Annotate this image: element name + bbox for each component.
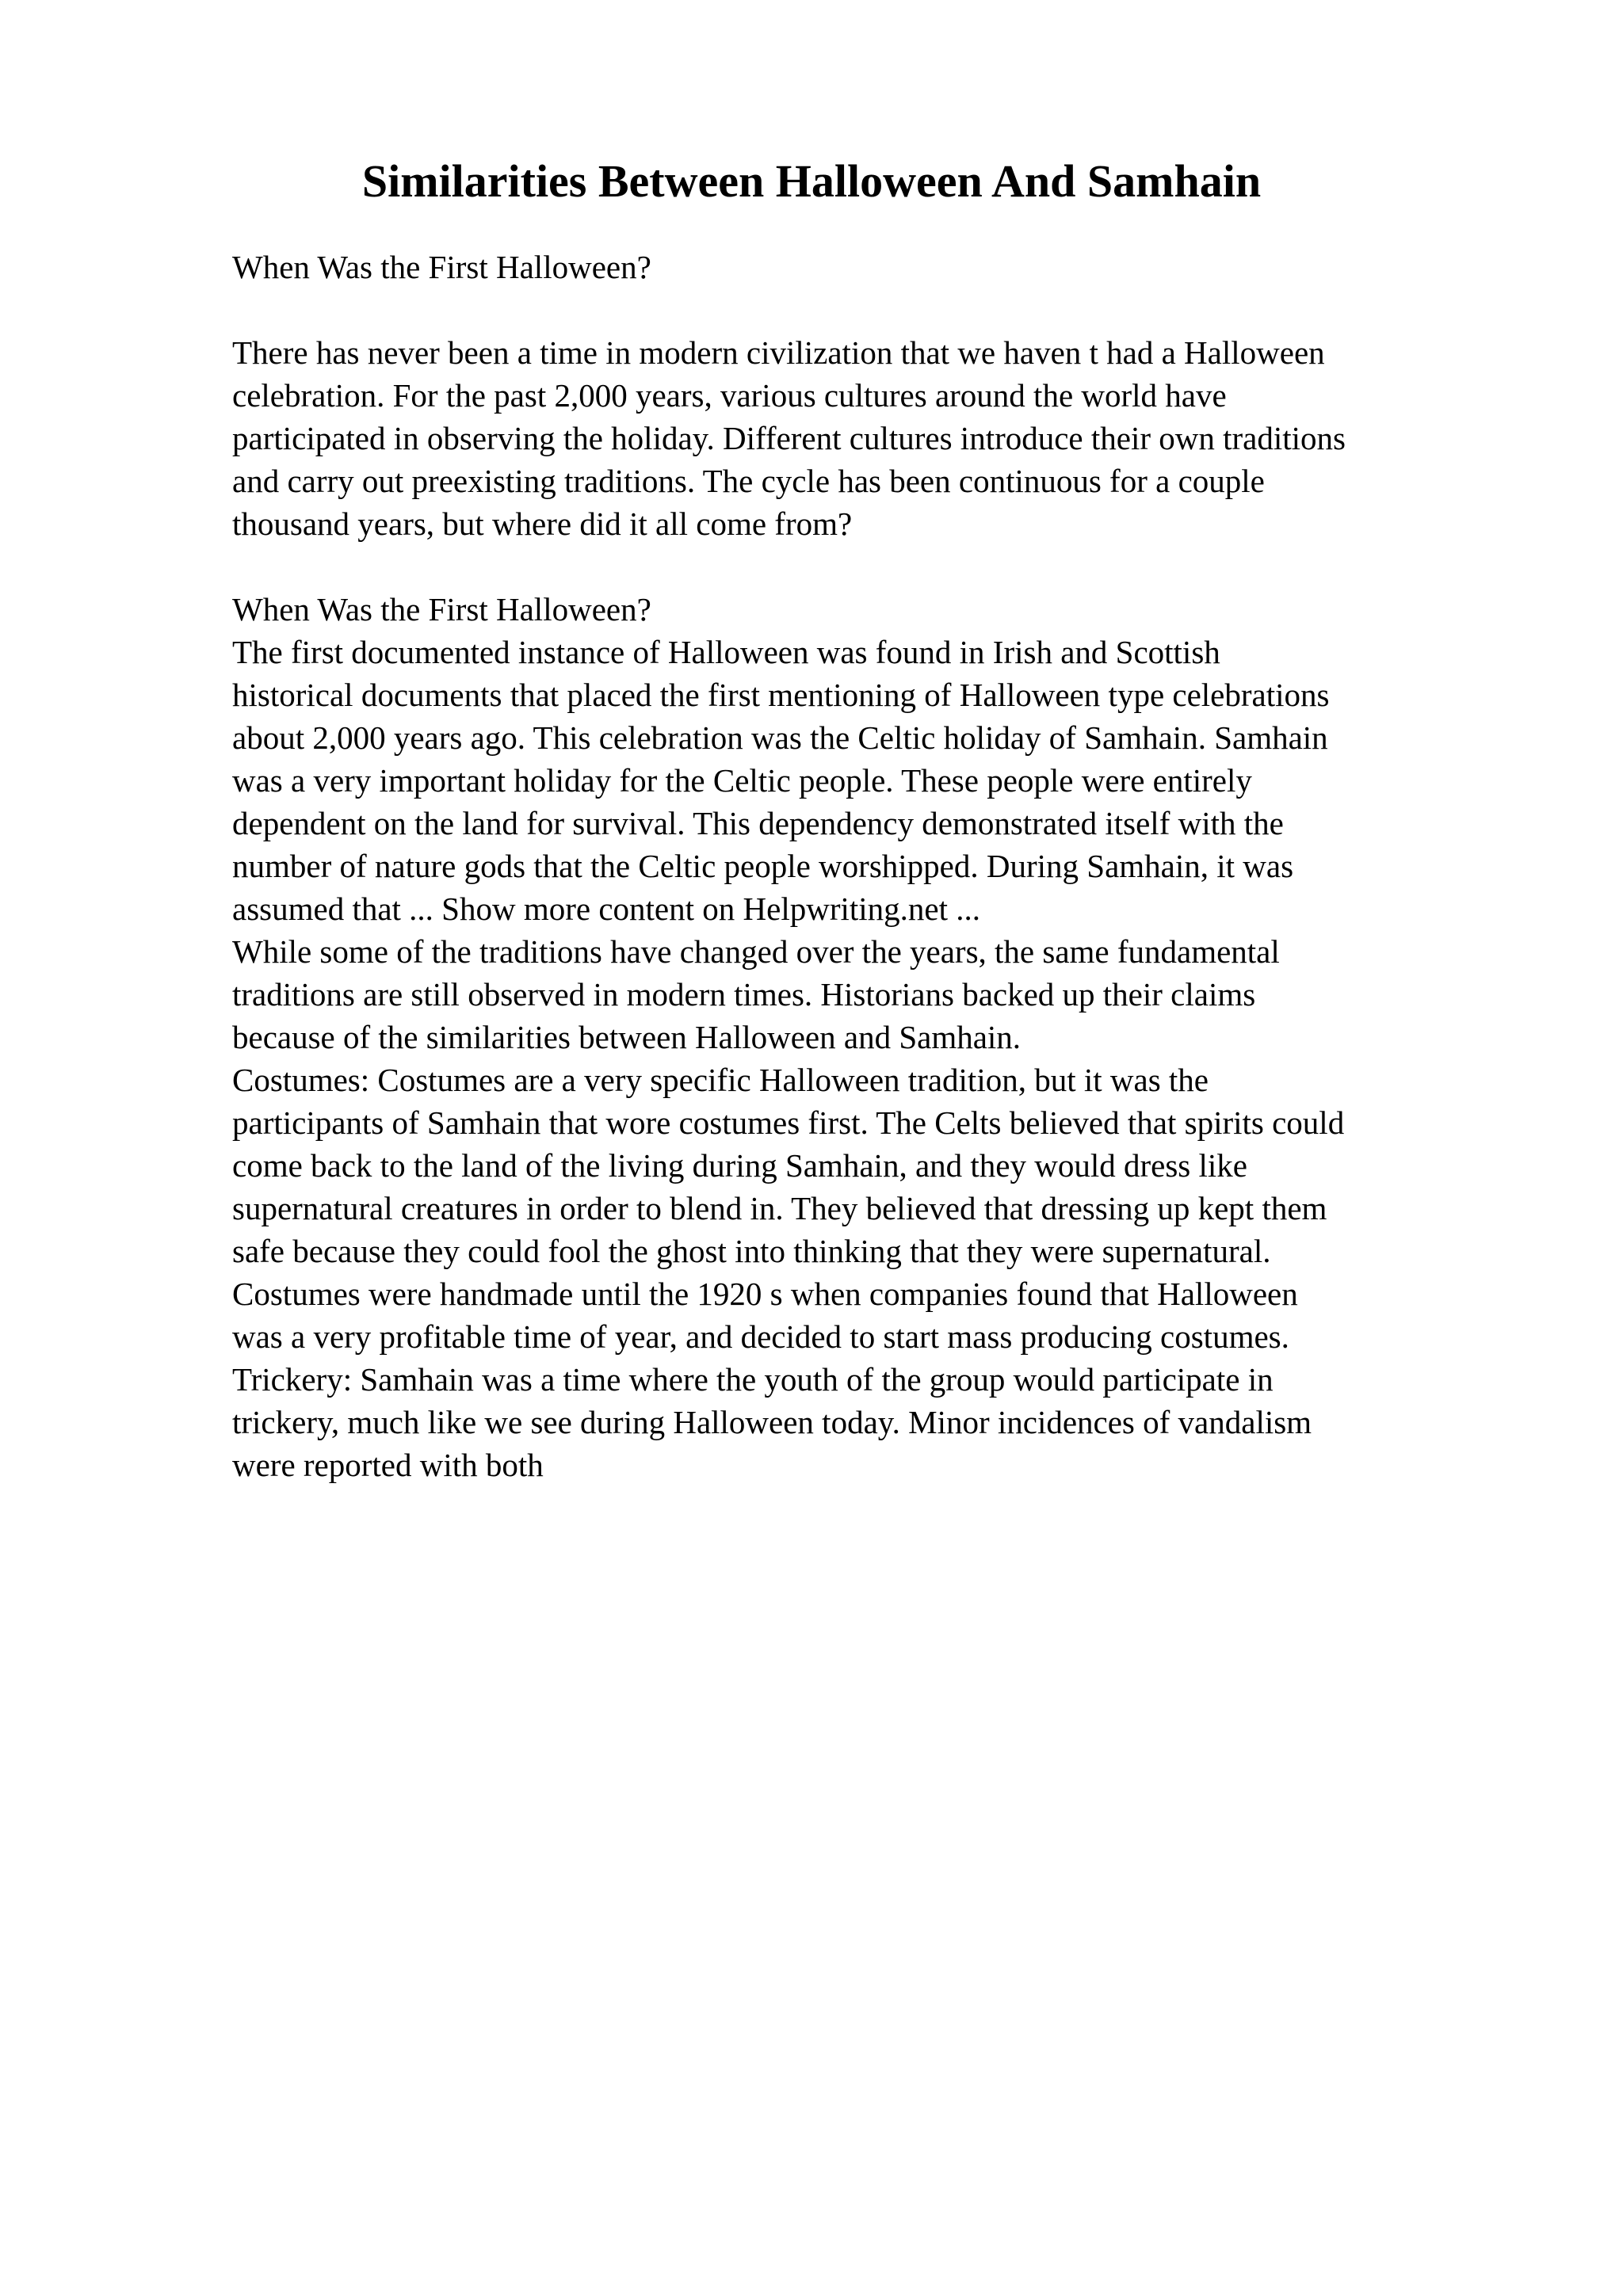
text-line: thousand years, but where did it all come from? xyxy=(232,505,853,542)
text-line: number of nature gods that the Celtic people worshipped. During Samhain, it was xyxy=(232,848,1294,884)
text-line: Costumes: Costumes are a very specific Halloween tradition, but it was the xyxy=(232,1062,1209,1098)
text-line: because of the similarities between Halloween and Samhain. xyxy=(232,1019,1022,1055)
text-line: historical documents that placed the first mentioning of Halloween type celebrations xyxy=(232,677,1330,713)
paragraph xyxy=(232,1058,1532,1358)
text-line: While some of the traditions have changed over the years, the same fundamental xyxy=(232,933,1280,970)
text-line: Costumes were handmade until the 1920 s when companies found that Halloween xyxy=(232,1276,1298,1312)
text-line: assumed that ... Show more content on Helpwriting.net ... xyxy=(232,891,980,927)
text-line: was a very important holiday for the Celtic people. These people were entirely xyxy=(232,762,1252,799)
text-line: come back to the land of the living during Samhain, and they would dress like xyxy=(232,1147,1247,1184)
text-line: Trickery: Samhain was a time where the youth of the group would participate in xyxy=(232,1361,1274,1398)
text-line: and carry out preexisting traditions. The cycle has been continuous for a couple xyxy=(232,463,1265,499)
section-heading: When Was the First Halloween? xyxy=(232,249,651,285)
text-line: celebration. For the past 2,000 years, various cultures around the world have xyxy=(232,377,1227,414)
text-line: supernatural creatures in order to blend in. They believed that dressing up kept them xyxy=(232,1190,1327,1226)
paragraph xyxy=(232,331,1532,545)
text-line: The first documented instance of Halloween was found in Irish and Scottish xyxy=(232,634,1220,670)
text-line: participated in observing the holiday. Different cultures introduce their own traditions xyxy=(232,420,1346,456)
paragraph xyxy=(232,1358,1532,1486)
paragraph xyxy=(232,930,1532,1058)
paragraph xyxy=(232,631,1532,930)
text-line: safe because they could fool the ghost into thinking that they were supernatural. xyxy=(232,1233,1271,1269)
text-line: dependent on the land for survival. This dependency demonstrated itself with the xyxy=(232,805,1284,841)
paragraph-spacer xyxy=(232,545,1532,588)
section-heading: When Was the First Halloween? xyxy=(232,591,651,627)
text-line: participants of Samhain that wore costumes first. The Celts believed that spirits could xyxy=(232,1104,1345,1141)
page-title: Similarities Between Halloween And Samhain xyxy=(361,155,1262,207)
text-line: There has never been a time in modern civilization that we haven t had a Halloween xyxy=(232,334,1325,371)
text-line: was a very profitable time of year, and decided to start mass producing costumes. xyxy=(232,1318,1289,1355)
text-line: trickery, much like we see during Halloween today. Minor incidences of vandalism xyxy=(232,1404,1312,1440)
text-line: were reported with both xyxy=(232,1447,544,1483)
paragraph-spacer xyxy=(232,288,1532,331)
text-line: about 2,000 years ago. This celebration was the Celtic holiday of Samhain. Samhain xyxy=(232,719,1328,756)
document-body xyxy=(232,246,1532,1486)
text-line: traditions are still observed in modern times. Historians backed up their claims xyxy=(232,976,1256,1013)
